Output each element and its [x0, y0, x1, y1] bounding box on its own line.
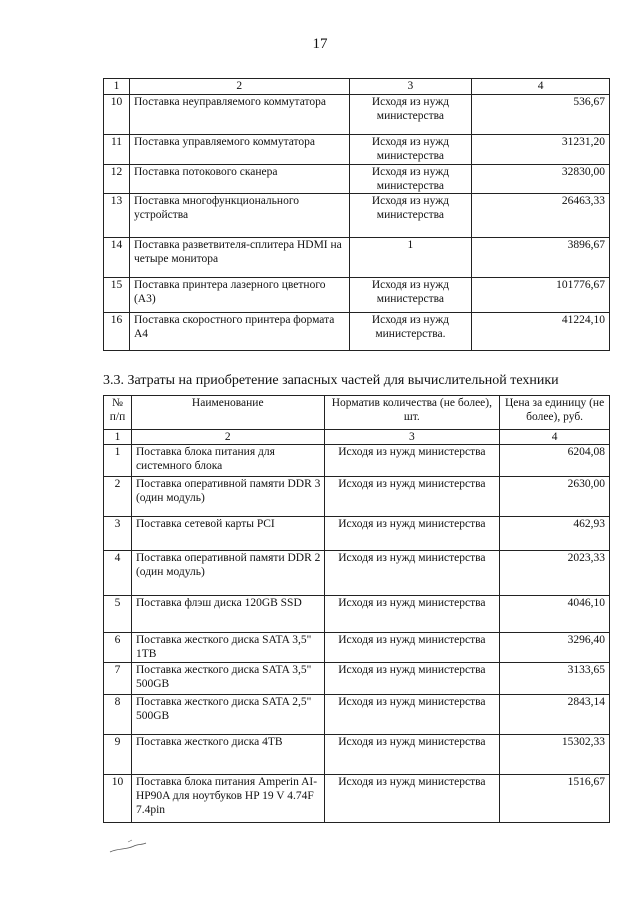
column-number-cell: 2 [129, 79, 349, 95]
column-header: Цена за единицу (не более), руб. [500, 396, 610, 430]
row-number: 9 [104, 735, 132, 775]
item-name: Поставка оперативной памяти DDR 2 (один модуль) [131, 551, 324, 596]
unit-price: 536,67 [472, 95, 610, 135]
unit-price: 6204,08 [500, 445, 610, 477]
unit-price: 2630,00 [500, 477, 610, 517]
unit-price: 41224,10 [472, 313, 610, 351]
item-name: Поставка оперативной памяти DDR 3 (один модуль) [131, 477, 324, 517]
column-number-row [104, 430, 610, 445]
unit-price: 462,93 [500, 517, 610, 551]
unit-price: 26463,33 [472, 194, 610, 238]
table-row [104, 477, 610, 517]
row-number: 10 [104, 95, 130, 135]
table-row [104, 775, 610, 823]
quantity-norm: Исходя из нужд министерства [349, 194, 472, 238]
column-number-cell: 2 [131, 430, 324, 445]
row-number: 14 [104, 238, 130, 278]
table-row [104, 313, 610, 351]
page-number: 17 [312, 36, 328, 52]
quantity-norm: Исходя из нужд министерства [349, 165, 472, 194]
table-header-row [104, 396, 610, 430]
section-title: 3.3. Затраты на приобретение запасных частей для вычислительной техники [103, 373, 559, 388]
table-row [104, 194, 610, 238]
row-number: 4 [104, 551, 132, 596]
table-row [104, 735, 610, 775]
item-name: Поставка скоростного принтера формата А4 [129, 313, 349, 351]
row-number: 5 [104, 596, 132, 633]
column-number-cell: 1 [104, 430, 132, 445]
quantity-norm: Исходя из нужд министерства [324, 551, 500, 596]
unit-price: 1516,67 [500, 775, 610, 823]
quantity-norm: Исходя из нужд министерства [324, 633, 500, 663]
unit-price: 4046,10 [500, 596, 610, 633]
item-name: Поставка неуправляемого коммутатора [129, 95, 349, 135]
column-header: Норматив количества (не более), шт. [324, 396, 500, 430]
table-row [104, 517, 610, 551]
row-number: 3 [104, 517, 132, 551]
unit-price: 3133,65 [500, 663, 610, 695]
item-name: Поставка многофункционального устройства [129, 194, 349, 238]
item-name: Поставка жесткого диска SATA 3,5" 1TB [131, 633, 324, 663]
quantity-norm: Исходя из нужд министерства [324, 775, 500, 823]
quantity-norm: Исходя из нужд министерства [349, 95, 472, 135]
unit-price: 3296,40 [500, 633, 610, 663]
row-number: 10 [104, 775, 132, 823]
quantity-norm: Исходя из нужд министерства [324, 735, 500, 775]
item-name: Поставка жесткого диска 4TB [131, 735, 324, 775]
column-number-cell: 4 [472, 79, 610, 95]
unit-price: 3896,67 [472, 238, 610, 278]
column-number-cell: 3 [349, 79, 472, 95]
quantity-norm: Исходя из нужд министерства [324, 596, 500, 633]
table-row [104, 445, 610, 477]
unit-price: 15302,33 [500, 735, 610, 775]
row-number: 2 [104, 477, 132, 517]
unit-price: 2843,14 [500, 695, 610, 735]
item-name: Поставка флэш диска 120GB SSD [131, 596, 324, 633]
item-name: Поставка блока питания Amperin AI-HP90A для ноутбуков HP 19 V 4.74F 7.4pin [131, 775, 324, 823]
table-row [104, 663, 610, 695]
item-name: Поставка потокового сканера [129, 165, 349, 194]
unit-price: 2023,33 [500, 551, 610, 596]
table-row [104, 633, 610, 663]
table-row [104, 695, 610, 735]
table-row [104, 95, 610, 135]
unit-price: 32830,00 [472, 165, 610, 194]
item-name: Поставка блока питания для системного блока [131, 445, 324, 477]
column-number-cell: 3 [324, 430, 500, 445]
table-row [104, 238, 610, 278]
unit-price: 31231,20 [472, 135, 610, 165]
quantity-norm: Исходя из нужд министерства [349, 135, 472, 165]
column-number-cell: 1 [104, 79, 130, 95]
table-row [104, 165, 610, 194]
table-row [104, 278, 610, 313]
table-row [104, 551, 610, 596]
row-number: 11 [104, 135, 130, 165]
quantity-norm: Исходя из нужд министерства [324, 517, 500, 551]
row-number: 13 [104, 194, 130, 238]
column-header: Наименование [131, 396, 324, 430]
column-header: № п/п [104, 396, 132, 430]
quantity-norm: Исходя из нужд министерства [349, 278, 472, 313]
row-number: 8 [104, 695, 132, 735]
column-number-cell: 4 [500, 430, 610, 445]
quantity-norm: Исходя из нужд министерства [324, 477, 500, 517]
row-number: 6 [104, 633, 132, 663]
item-name: Поставка принтера лазерного цветного (А3) [129, 278, 349, 313]
item-name: Поставка сетевой карты PCI [131, 517, 324, 551]
table-header-row [104, 79, 610, 95]
quantity-norm: Исходя из нужд министерства [324, 445, 500, 477]
item-name: Поставка разветвителя-сплитера HDMI на четыре монитора [129, 238, 349, 278]
spare-parts-table [103, 395, 610, 823]
item-name: Поставка управляемого коммутатора [129, 135, 349, 165]
quantity-norm: 1 [349, 238, 472, 278]
quantity-norm: Исходя из нужд министерства [324, 695, 500, 735]
row-number: 15 [104, 278, 130, 313]
table-row [104, 596, 610, 633]
table-row [104, 135, 610, 165]
row-number: 7 [104, 663, 132, 695]
unit-price: 101776,67 [472, 278, 610, 313]
item-name: Поставка жесткого диска SATA 2,5" 500GB [131, 695, 324, 735]
pen-mark [108, 836, 148, 856]
row-number: 12 [104, 165, 130, 194]
row-number: 16 [104, 313, 130, 351]
equipment-table-continued [103, 78, 610, 351]
row-number: 1 [104, 445, 132, 477]
item-name: Поставка жесткого диска SATA 3,5" 500GB [131, 663, 324, 695]
quantity-norm: Исходя из нужд министерства. [349, 313, 472, 351]
quantity-norm: Исходя из нужд министерства [324, 663, 500, 695]
